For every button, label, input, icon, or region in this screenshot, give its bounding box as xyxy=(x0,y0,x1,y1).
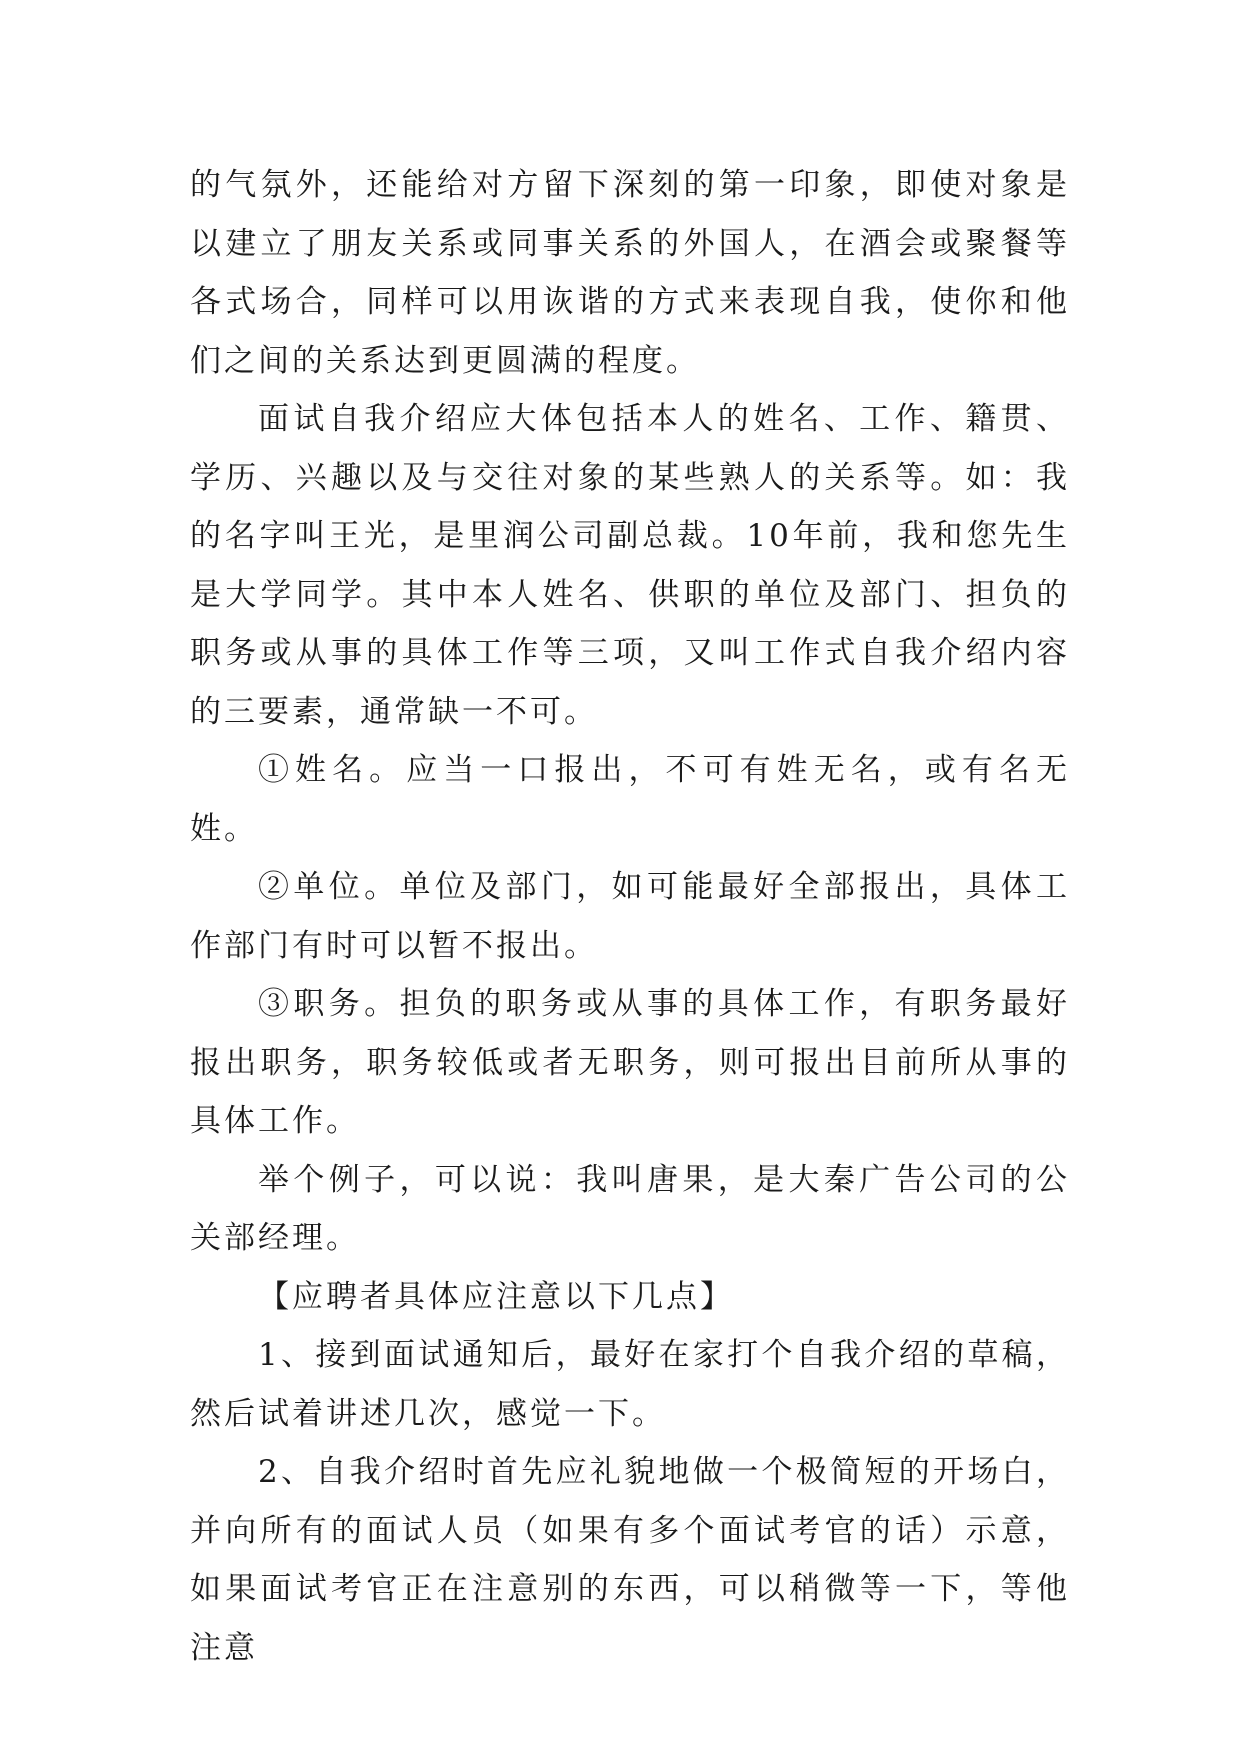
paragraph-continuation: 的气氛外，还能给对方留下深刻的第一印象，即使对象是以建立了朋友关系或同事关系的外国人，在酒会或聚餐等各式场合，同样可以用诙谐的方式来表现自我，使你和他们之间的关系达到更圆满的程度。 xyxy=(190,167,1070,379)
document-body xyxy=(190,156,1070,1677)
paragraph-intro-content: 面试自我介绍应大体包括本人的姓名、工作、籍贯、学历、兴趣以及与交往对象的某些熟人的关系等。如：我的名字叫王光，是里润公司副总裁。10年前，我和您先生是大学同学。其中本人姓名、供职的单位及部门、担负的职务或从事的具体工作等三项，又叫工作式自我介绍内容的三要素，通常缺一不可。 xyxy=(190,401,1070,730)
paragraph-example: 举个例子，可以说：我叫唐果，是大秦广告公司的公关部经理。 xyxy=(190,1161,1070,1256)
paragraph-point-1: 1、接到面试通知后，最好在家打个自我介绍的草稿，然后试着讲述几次，感觉一下。 xyxy=(190,1337,1070,1432)
section-heading: 【应聘者具体应注意以下几点】 xyxy=(258,1278,734,1315)
paragraph-name-item: ①姓名。应当一口报出，不可有姓无名，或有名无姓。 xyxy=(190,752,1070,847)
paragraph-position-item: ③职务。担负的职务或从事的具体工作，有职务最好报出职务，职务较低或者无职务，则可报出目前所从事的具体工作。 xyxy=(190,986,1070,1139)
paragraph-point-2: 2、自我介绍时首先应礼貌地做一个极简短的开场白，并向所有的面试人员（如果有多个面试考官的话）示意，如果面试考官正在注意别的东西，可以稍微等一下，等他注意 xyxy=(190,1454,1070,1666)
paragraph-unit-item: ②单位。单位及部门，如可能最好全部报出，具体工作部门有时可以暂不报出。 xyxy=(190,869,1070,964)
